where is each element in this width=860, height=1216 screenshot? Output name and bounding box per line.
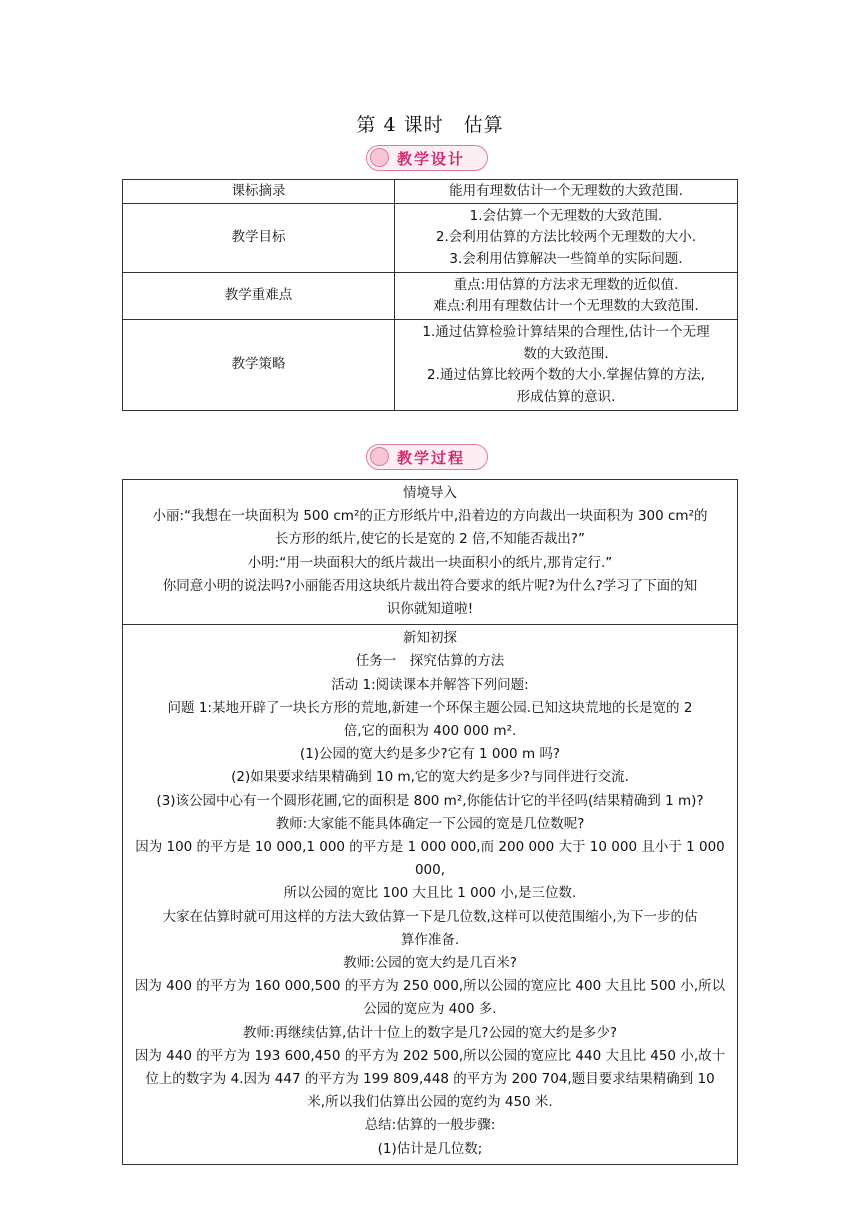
intro-section: 情境导入 小丽:“我想在一块面积为 500 cm²的正方形纸片中,沿着边的方向裁出一块面积为 300 cm²的 长方形的纸片,使它的长是宽的 2 倍,不知能否裁出?” 小明:“用一块面积大的纸片裁出一块面积小的纸片,那肯定行.” 你同意小明的说法吗?小丽能否用这块纸片裁出符合要求的纸片呢?为什么?学习了下面的知 识你就知道啦! — [123, 480, 738, 625]
new-knowledge-section: 新知初探 任务一 探究估算的方法 活动 1:阅读课本并解答下列问题: 问题 1:某地开辟了一块长方形的荒地,新建一个环保主题公园.已知这块荒地的长是宽的 2 倍,它的面积为 400 000 m². (1)公园的宽大约是多少?它有 1 000 m 吗? (2)如果要求结果精确到 10 m,它的宽大约是多少?与同伴进行交流. (3)该公园中心有一个圆形花圃,它的面积是 800 m²,你能估计它的半径吗(结果精确到 1 m)? 教师:大家能不能具体确定一下公园的宽是几位数呢? 因为 100 的平方是 10 000,1 000 的平方是 1 000 000,而 200 000 大于 10 000 且小于 1 000 000, 所以公园的宽比 100 大且比 1 000 小,是三位数. 大家在估算时就可用这样的方法大致估算一下是几位数,这样可以使范围缩小,为下一步的估 算作准备. 教师:公园的宽大约是几百米? 因为 400 的平方为 160 000,500 的平方为 250 000,所以公园的宽应比 400 大且比 500 小,所以 公园的宽应为 400 多. 教师:再继续估算,估计十位上的数字是几?公园的宽大约是多少? 因为 440 的平方为 193 600,450 的平方为 202 500,所以公园的宽应比 440 大且比 450 小,故十 位上的数字为 4.因为 447 的平方为 199 809,448 的平方为 200 704,题目要求结果精确到 10 米,所以我们估算出公园的宽约为 450 米. 总结:估算的一般步骤: (1)估计是几位数; — [123, 625, 738, 1165]
row-label: 教学策略 — [123, 320, 395, 411]
design-table — [122, 179, 738, 411]
book-icon — [370, 148, 389, 167]
teaching-process-label: 教学过程 — [397, 449, 466, 467]
page-title: 第 4 课时 估算 — [356, 114, 504, 136]
teaching-design-label: 教学设计 — [397, 150, 466, 168]
row-content: 1.通过估算检验计算结果的合理性,估计一个无理 数的大致范围. 2.通过估算比较两个数的大小.掌握估算的方法, 形成估算的意识. — [395, 320, 738, 411]
row-content: 1.会估算一个无理数的大致范围. 2.会利用估算的方法比较两个无理数的大小. 3.会利用估算解决一些简单的实际问题. — [395, 204, 738, 273]
row-label: 课标摘录 — [123, 180, 395, 204]
row-content: 能用有理数估计一个无理数的大致范围. — [395, 180, 738, 204]
teaching-design-badge — [366, 145, 488, 171]
row-content: 重点:用估算的方法求无理数的近似值. 难点:利用有理数估计一个无理数的大致范围. — [395, 273, 738, 320]
row-label: 教学目标 — [123, 204, 395, 273]
book-icon — [370, 447, 389, 466]
row-label: 教学重难点 — [123, 273, 395, 320]
teaching-process-badge — [366, 444, 488, 470]
process-table — [122, 479, 738, 1165]
